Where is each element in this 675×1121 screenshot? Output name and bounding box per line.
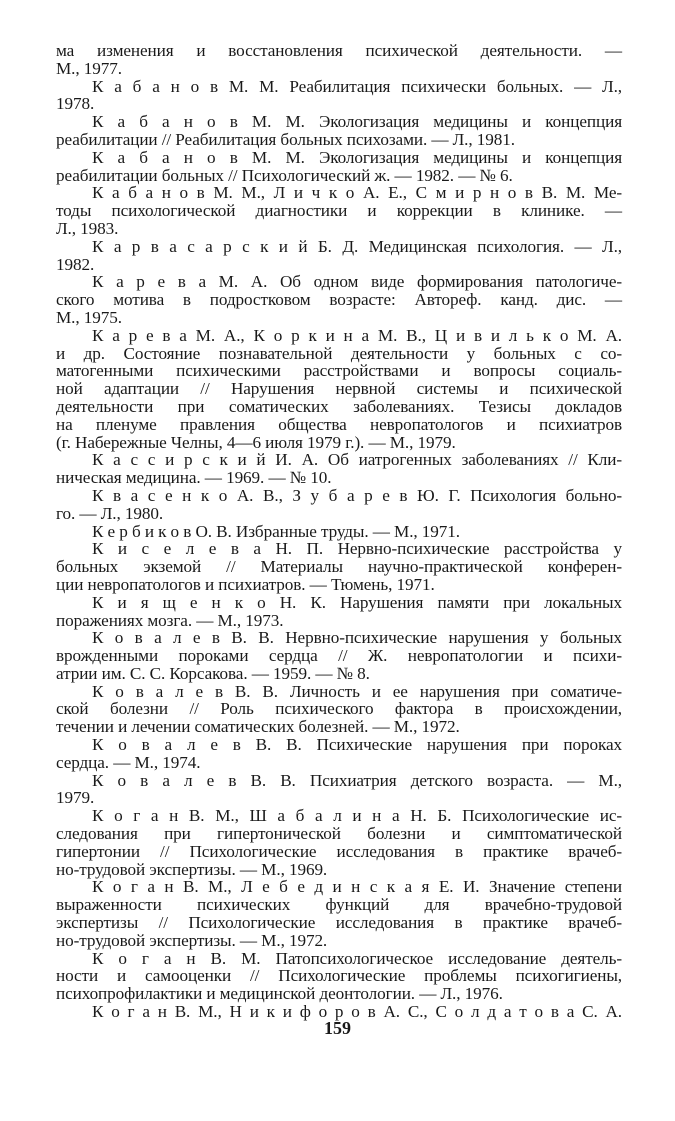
entry-line: атрии им. С. С. Корсакова. — 1959. — № 8. [56, 663, 370, 683]
entry-line: К и с е л е в а Н. П. Нервно-психические расстройства у [92, 539, 622, 559]
entry-line: го. — Л., 1980. [56, 503, 164, 523]
bibliography-entry [56, 42, 622, 78]
entry-line: К а р е в а М. А., К о р к и н а М. В., Ц и в и л ь к о М. А. [92, 325, 622, 345]
entry-line: К а б а н о в М. М. Реабилитация психически больных. — Л., [92, 76, 622, 96]
entry-line: ции невропатологов и психиатров. — Тюмень, 1971. [56, 574, 435, 594]
entry-line: следования при гипертонической болезни и симптоматической [56, 824, 622, 844]
entry-line: 1982. [56, 254, 95, 274]
entry-line: ной адаптации // Нарушения нервной системы и психической [56, 379, 622, 399]
entry-line: К о в а л е в В. В. Психические нарушения при пороках [92, 735, 622, 755]
entry-line: тоды психологической диагностики и коррекции в клинике. — [56, 201, 622, 221]
entry-line: ности и самооценки // Психологические проблемы психогигиены, [56, 966, 622, 986]
bibliography-entry [56, 184, 622, 237]
entry-line: течении и лечении соматических болезней. — М., 1972. [56, 717, 460, 737]
bibliography-entry [56, 594, 622, 630]
entry-line: 1979. [56, 788, 95, 808]
entry-line: деятельности при соматических заболеваниях. Тезисы докладов [56, 396, 622, 416]
entry-line: реабилитации больных // Психологический ж. — 1982. — № 6. [56, 165, 513, 185]
entry-line: К о г а н В. М., Ш а б а л и н а Н. Б. Психологические ис- [92, 806, 622, 826]
entry-line: и др. Состояние познавательной деятельности у больных с со- [56, 343, 622, 363]
bibliography-entry [56, 78, 622, 114]
entry-line: Л., 1983. [56, 218, 119, 238]
entry-line: К а б а н о в М. М. Экологизация медицины и концепция [92, 147, 622, 167]
entry-line: К о г а н В. М., Л е б е д и н с к а я Е. И. Значение степени [92, 877, 622, 897]
entry-line: К о в а л е в В. В. Психиатрия детского возраста. — М., [92, 770, 622, 790]
bibliography-entry [56, 629, 622, 682]
entry-line: сердца. — М., 1974. [56, 752, 201, 772]
entry-line: К а с с и р с к и й И. А. Об иатрогенных заболеваниях // Кли- [92, 450, 622, 470]
bibliography-entry [56, 540, 622, 593]
entry-line: К е р б и к о в О. В. Избранные труды. — М., 1971. [92, 521, 460, 541]
entry-line: (г. Набережные Челны, 4—6 июля 1979 г.). — М., 1979. [56, 432, 456, 452]
entry-line: выраженности психических функций для врачебно-трудовой [56, 895, 622, 915]
entry-line: К а р в а с а р с к и й Б. Д. Медицинская психология. — Л., [92, 236, 622, 256]
entry-line: К в а с е н к о А. В., З у б а р е в Ю. Г. Психология больно- [92, 485, 622, 505]
bibliography-entry [56, 113, 622, 149]
entry-line: 1978. [56, 94, 95, 114]
entry-line: но-трудовой экспертизы. — М., 1972. [56, 930, 328, 950]
bibliography-entry [56, 683, 622, 736]
bibliography-entry [56, 238, 622, 274]
entry-line: ническая медицина. — 1969. — № 10. [56, 468, 332, 488]
entry-line: К а б а н о в М. М., Л и ч к о А. Е., С м и р н о в В. М. Ме- [92, 183, 622, 203]
entry-line: К и я щ е н к о Н. К. Нарушения памяти при локальных [92, 592, 622, 612]
entry-line: гипертонии // Психологические исследования в практике врачеб- [56, 841, 622, 861]
bibliography-entry [56, 950, 622, 1003]
entry-line: К о г а н В. М., Н и к и ф о р о в А. С., С о л д а т о в а С. А. [92, 1002, 622, 1022]
bibliography-entry [56, 772, 622, 808]
entry-line: М., 1977. [56, 58, 122, 78]
bibliography-entry [56, 327, 622, 452]
bibliography-list [56, 42, 622, 1021]
entry-line: но-трудовой экспертизы. — М., 1969. [56, 859, 328, 879]
bibliography-entry [56, 878, 622, 949]
entry-line: экспертизы // Психологические исследования в практике врачеб- [56, 913, 622, 933]
page-number: 159 [324, 1018, 351, 1038]
entry-line: К о в а л е в В. В. Нервно-психические нарушения у больных [92, 628, 622, 648]
entry-line: К о г а н В. М. Патопсихологическое исследование деятель- [92, 948, 622, 968]
entry-line: ской болезни // Роль психического фактора в происхождении, [56, 699, 622, 719]
entry-line: поражениях мозга. — М., 1973. [56, 610, 284, 630]
entry-line: ма изменения и восстановления психической деятельности. — [56, 41, 622, 60]
entry-line: врожденными пороками сердца // Ж. невропатологии и психи- [56, 646, 622, 666]
bibliography-entry [56, 273, 622, 326]
bibliography-entry [56, 487, 622, 523]
entry-line: К а б а н о в М. М. Экологизация медицины и концепция [92, 112, 622, 132]
bibliography-entry [56, 149, 622, 185]
bibliography-entry [56, 523, 622, 541]
entry-line: психопрофилактики и медицинской деонтологии. — Л., 1976. [56, 984, 503, 1004]
entry-line: на пленуме правления общества невропатологов и психиатров [56, 414, 622, 434]
bibliography-entry [56, 451, 622, 487]
entry-line: М., 1975. [56, 307, 122, 327]
entry-line: реабилитации // Реабилитация больных психозами. — Л., 1981. [56, 129, 515, 149]
entry-line: К а р е в а М. А. Об одном виде формирования патологиче- [92, 272, 622, 292]
bibliography-entry [56, 736, 622, 772]
entry-line: матогенными психическими расстройствами и вопросы социаль- [56, 361, 622, 381]
entry-line: больных экземой // Материалы научно-практической конферен- [56, 557, 622, 577]
bibliography-entry [56, 807, 622, 878]
entry-line: ского мотива в подростковом возрасте: Автореф. канд. дис. — [56, 290, 622, 310]
entry-line: К о в а л е в В. В. Личность и ее нарушения при соматиче- [92, 681, 622, 701]
